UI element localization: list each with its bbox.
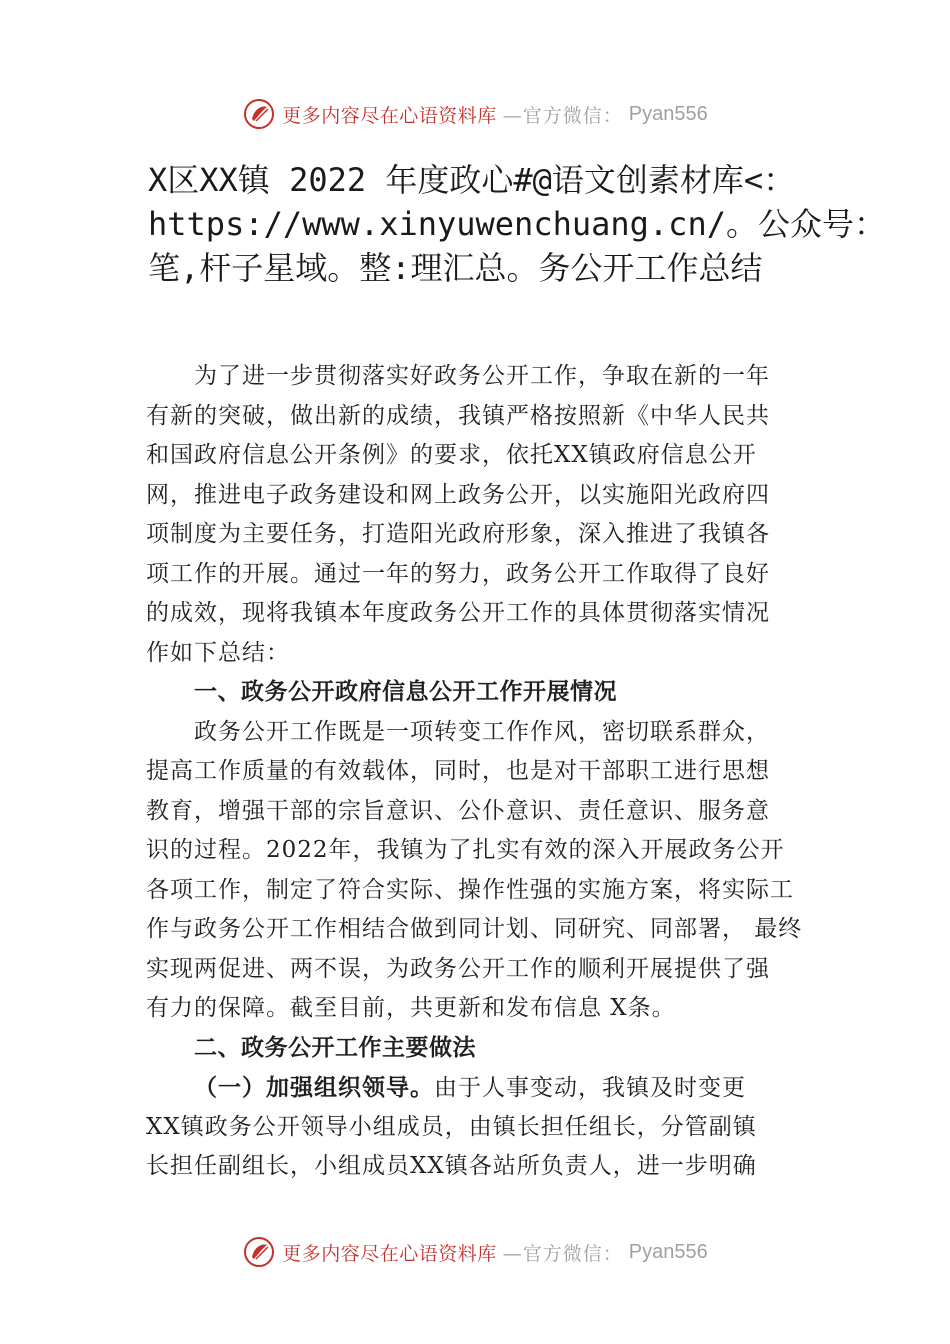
watermark-brand: 更多内容尽在心语资料库: [282, 1242, 497, 1265]
document-body: [146, 357, 810, 1187]
watermark-official: —官方微信：: [502, 104, 623, 127]
section-heading-1: 一、政务公开政府信息公开工作开展情况: [194, 679, 617, 705]
subsection-lead: （一）加强组织领导。: [194, 1074, 434, 1101]
paragraph-line: XX镇政务公开领导小组成员，由镇长担任组长，分管副镇: [146, 1113, 757, 1140]
paragraph-line: [146, 1068, 810, 1108]
document-title: [148, 158, 886, 290]
paragraph-line: 作如下总结：: [146, 639, 290, 666]
paragraph-line: 为了进一步贯彻落实好政务公开工作，争取在新的一年: [194, 363, 770, 389]
paragraph-line: 和国政府信息公开条例》的要求，依托XX镇政府信息公开: [146, 442, 757, 468]
watermark-id: Pyan556: [628, 102, 708, 125]
paragraph-line: 项工作的开展。通过一年的努力，政务公开工作取得了良好: [146, 560, 770, 587]
paragraph-line: 的成效，现将我镇本年度政务公开工作的具体贯彻落实情况: [146, 600, 770, 626]
section-heading-2: 二、政务公开工作主要做法: [194, 1034, 476, 1061]
paragraph-text: 由于人事变动，我镇及时变更: [434, 1075, 746, 1101]
xinyu-logo-icon: [242, 97, 276, 131]
paragraph-line: 教育，增强干部的宗旨意识、公仆意识、责任意识、服务意: [146, 797, 770, 824]
watermark-brand: 更多内容尽在心语资料库: [282, 104, 497, 127]
paragraph-line: 识的过程。2022年，我镇为了扎实有效的深入开展政务公开: [146, 837, 785, 863]
paragraph-line: 项制度为主要任务，打造阳光政府形象，深入推进了我镇各: [146, 521, 770, 547]
watermark-id: Pyan556: [628, 1240, 708, 1263]
title-line: 笔,杆子星域。整:理汇总。务公开工作总结: [148, 249, 763, 287]
watermark-official: —官方微信：: [502, 1242, 623, 1265]
title-line: https://www.xinyuwenchuang.cn/。公众号：: [148, 205, 886, 243]
paragraph-line: 实现两促进、两不误，为政务公开工作的顺利开展提供了强: [146, 955, 770, 982]
watermark-header: [0, 94, 950, 134]
paragraph-line: 政务公开工作既是一项转变工作作风，密切联系群众，: [194, 718, 770, 745]
paragraph-line: 各项工作，制定了符合实际、操作性强的实施方案，将实际工: [146, 876, 794, 903]
title-line: X区XX镇 2022 年度政心#@语文创素材库<：: [148, 161, 796, 199]
paragraph-line: 作与政务公开工作相结合做到同计划、同研究、同部署， 最终: [146, 916, 803, 942]
paragraph-line: 提高工作质量的有效载体，同时，也是对干部职工进行思想: [146, 758, 770, 784]
watermark-footer: [0, 1232, 950, 1272]
xinyu-logo-icon: [242, 1235, 276, 1269]
paragraph-line: 网，推进电子政务建设和网上政务公开，以实施阳光政府四: [146, 481, 770, 508]
paragraph-line: 长担任副组长，小组成员XX镇各站所负责人，进一步明确: [146, 1153, 757, 1179]
paragraph-line: 有力的保障。截至目前，共更新和发布信息 X条。: [146, 995, 676, 1021]
paragraph-line: 有新的突破，做出新的成绩，我镇严格按照新《中华人民共: [146, 402, 770, 429]
